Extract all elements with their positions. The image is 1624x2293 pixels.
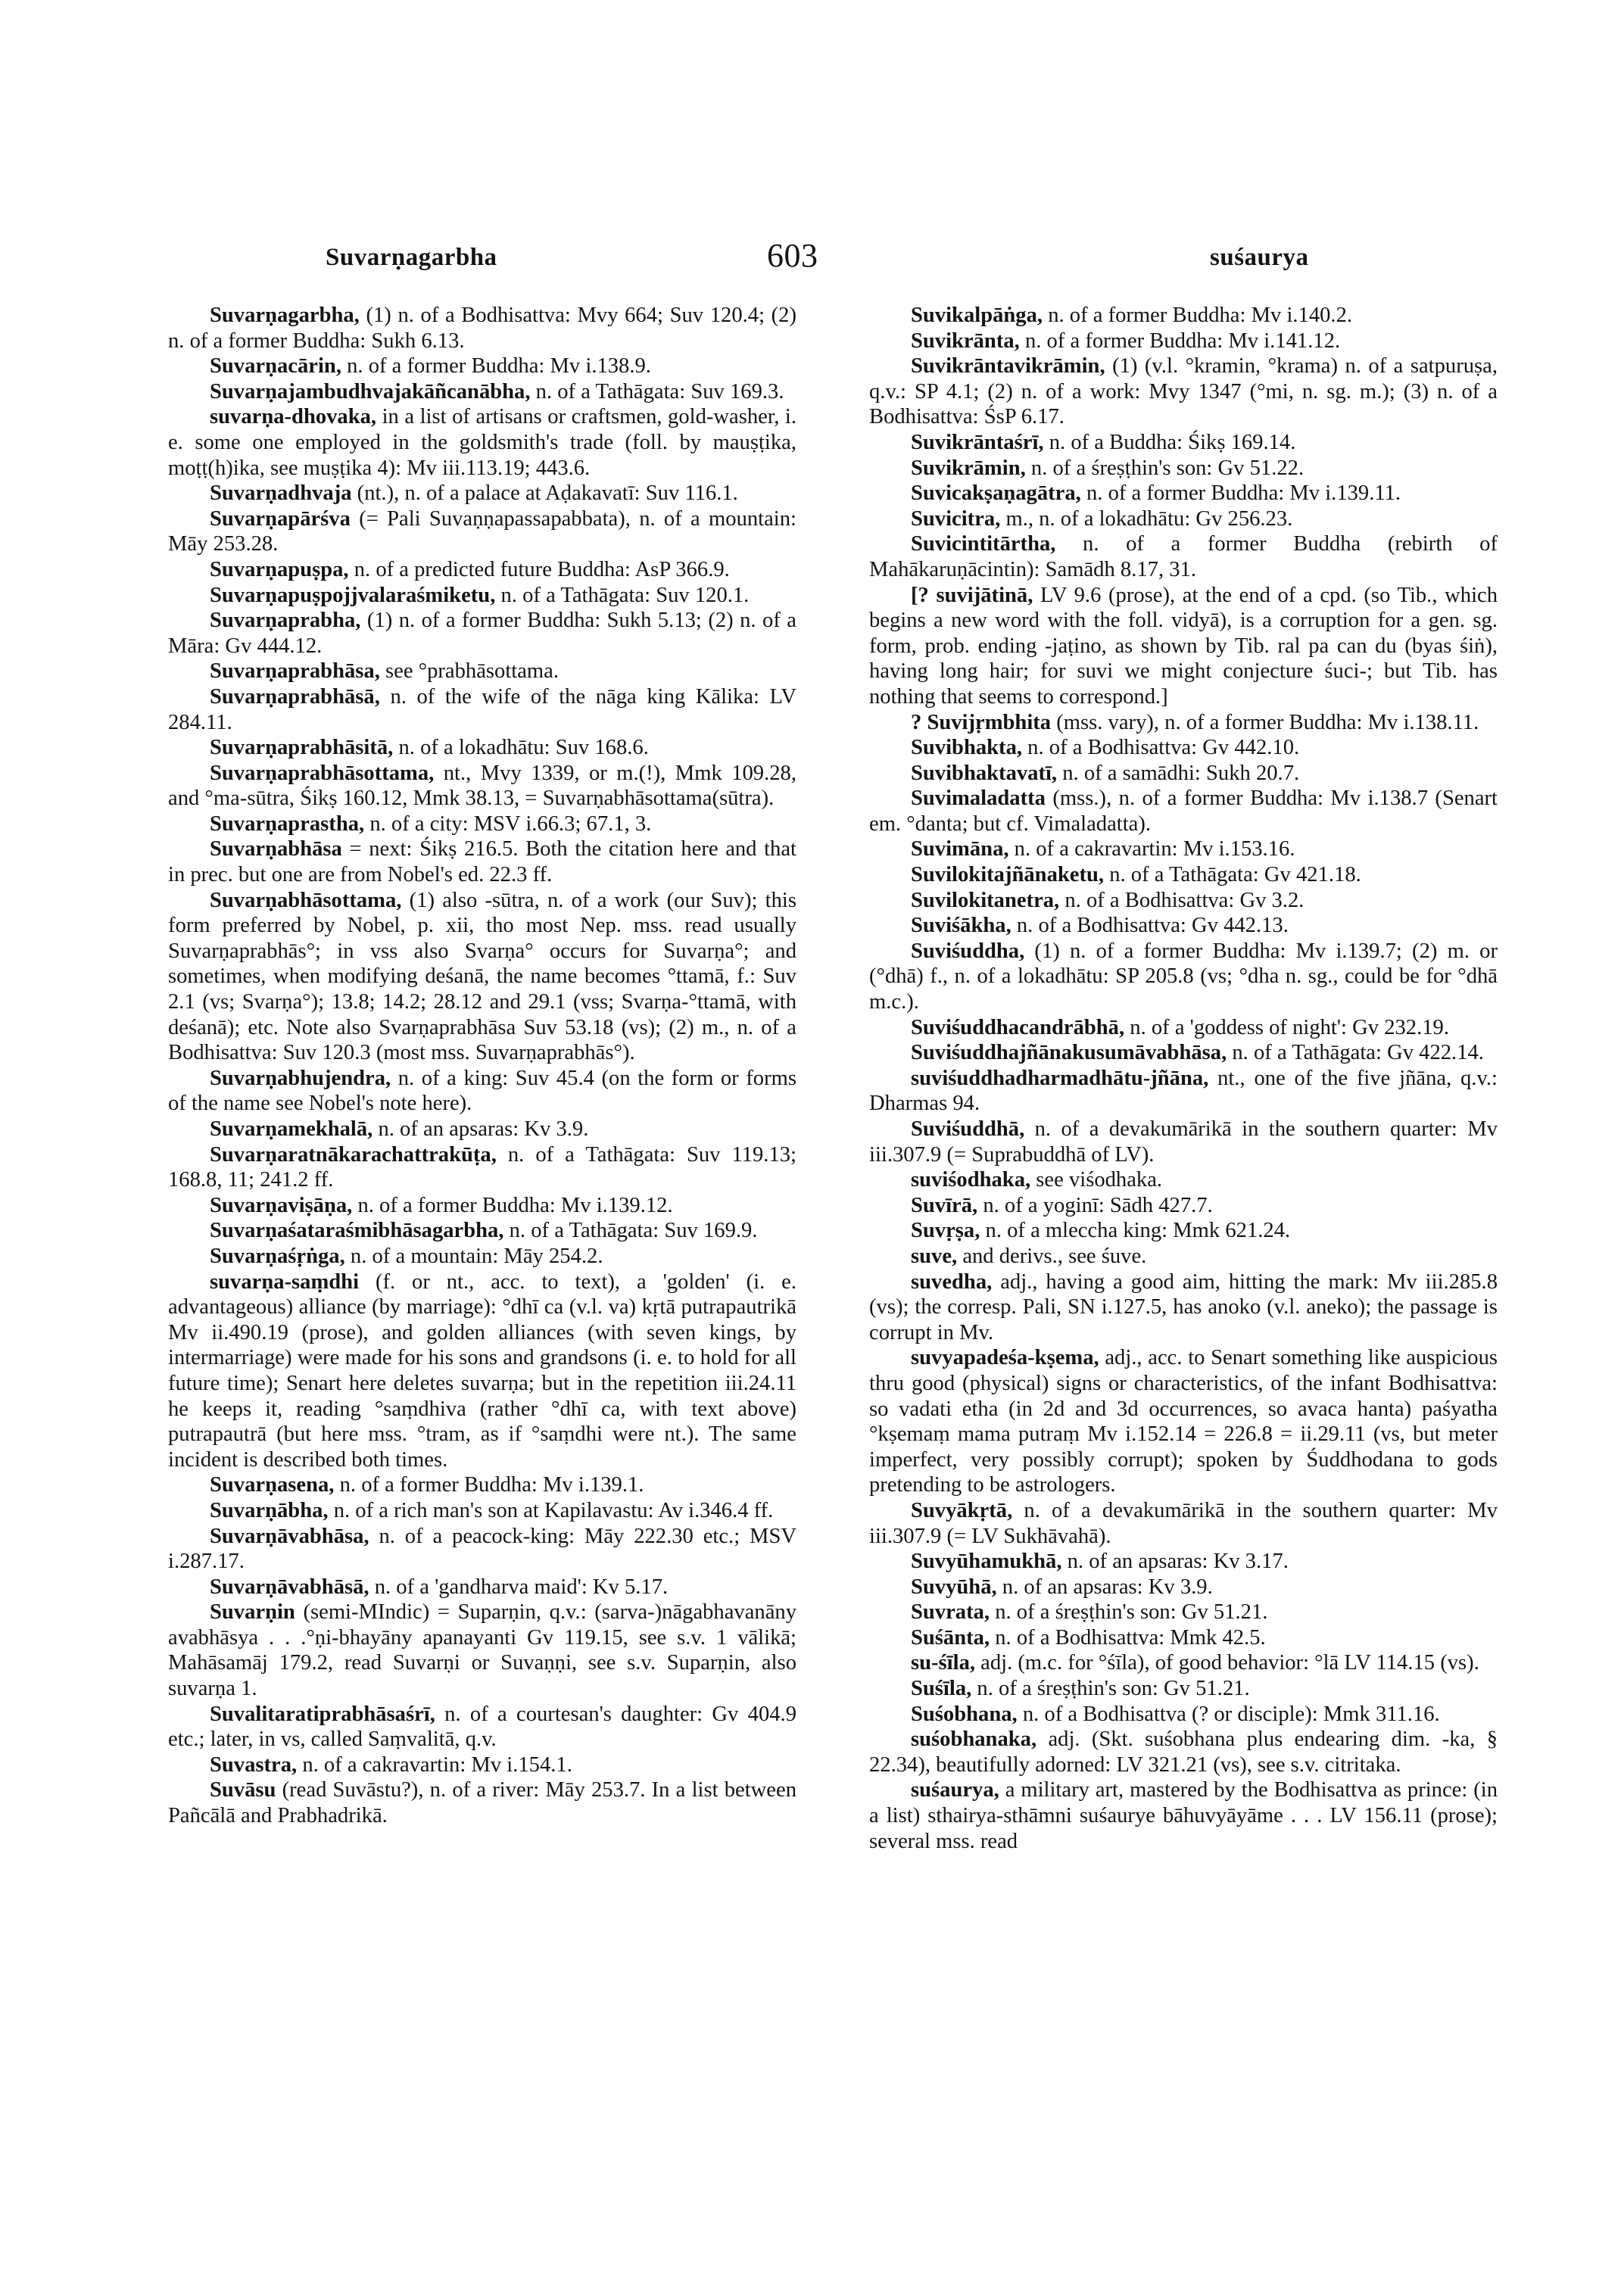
entry-headword: Suvarṇaprabhāsā, [210,684,380,709]
entry-definition: a military art, mastered by the Bodhisattva as prince: (in a list) sthairya-sthāmni suśaurye bāhuvyāyāme . . . LV 156.11 (prose); several mss. read [869,1778,1498,1853]
entry-definition: n. of a devakumārikā in the southern quarter: Mv iii.307.9 (= Suprabuddhā of LV). [869,1117,1498,1167]
entry-headword: Suvarṇabhāsa [210,837,342,861]
entry-definition: n. of a peacock-king: Māy 222.30 etc.; MSV i.287.17. [168,1524,796,1574]
entry-headword: Suvastra, [210,1752,298,1777]
dictionary-entry [168,481,796,506]
entry-definition: n. of a Tathāgata: Suv 169.3. [530,379,784,403]
entry-definition: = next: Śikṣ 216.5. Both the citation here and that in prec. but one are from Nobel's ed. 22.3 ff. [168,837,796,887]
entry-definition: n. of a former Buddha: Mv i.138.9. [341,354,651,379]
entry-definition: (= Pali Suvaṇṇapassapabbata), n. of a mountain: Māy 253.28. [168,506,796,556]
entry-definition: n. of a Tathāgata: Suv 119.13; 168.8, 11; 241.2 ff. [168,1142,796,1192]
entry-headword: Suvalitaratiprabhāsaśrī, [210,1702,435,1726]
entry-definition: (f. or nt., acc. to text), a 'golden' (i. e. advantageous) alliance (by marriage): °dhī ca (v.l. va) kṛtā putrapautrikā Mv ii.490.19 (prose), and golden alliances (with seven kings, by intermarriage) were made for his sons and grandsons (i. e. to hold for all future time); Senart here deletes suvarṇa; but in the repetition iii.24.11 he keeps it, reading °saṃdhiva (rather °dhī ca, with text above) putrapautrā (but here mss. °tram, as if °saṃdhi were nt.). The same incident is described both times. [168,1270,796,1472]
dictionary-entry [869,1218,1498,1244]
dictionary-entry [168,1752,796,1778]
entry-definition: (semi-MIndic) = Suparṇin, q.v.: (sarva-)nāgabhavanāny avabhāsya . . .°ṇi-bhayāny apanayanti Gv 119.15, see s.v. 1 vālikā; Mahāsamāj 179.2, read Suvarṇi or Suvaṇṇi, see s.v. Suparṇin, also suvarṇa 1. [168,1600,796,1701]
dictionary-entry [869,329,1498,354]
entry-definition: adj., having a good aim, hitting the mark: Mv iii.285.8 (vs); the corresp. Pali, SN i.127.5, has anoko (v.l. aneko); the passage is corrupt in Mv. [869,1270,1498,1344]
entry-headword: Suvimāna, [911,837,1009,861]
entry-headword: Suvarṇajambudhvajakāñcanābha, [210,379,531,403]
entry-headword: Suvarṇāvabhāsā, [210,1575,369,1599]
dictionary-entry [168,1777,796,1828]
dictionary-entry [869,1702,1498,1728]
dictionary-entry [168,1524,796,1575]
entry-headword: Suvarṇabhāsottama, [210,888,402,912]
page-number: 603 [767,237,818,274]
dictionary-entry [869,506,1498,532]
dictionary-entry [168,1066,796,1117]
entry-headword: Suvarṇacārin, [210,354,341,379]
entry-headword: Suśobhana, [911,1702,1018,1726]
entry-headword: suvarṇa-saṃdhi [210,1270,360,1294]
entry-headword: Suvāsu [210,1778,276,1802]
entry-headword: Suvarṇaprabhāsottama, [210,761,435,785]
dictionary-entry [869,939,1498,1015]
entry-headword: suvarṇa-dhovaka, [210,405,377,429]
entry-headword: Suvarṇaśṛṅga, [210,1244,345,1268]
dictionary-entry [869,1167,1498,1193]
dictionary-entry [869,354,1498,430]
left-column [168,303,796,1829]
entry-definition: (1) also -sūtra, n. of a work (our Suv); this form preferred by Nobel, p. xii, tho most Nep. mss. read usually Suvarṇaprabhās°; in vss also Svarṇa° occurs for Suvarṇa°; and sometimes, when modifying deśanā, the name becomes °ttamā, f.: Suv 2.1 (vs; Svarṇa°); 13.8; 14.2; 28.12 and 29.1 (vss; Svarṇa-°ttamā, with deśanā); etc. Note also Svarṇaprabhāsa Suv 53.18 (vs); (2) m., n. of a Bodhisattva: Suv 120.3 (most mss. Suvarṇaprabhās°). [168,888,796,1065]
entry-headword: suve, [911,1244,958,1268]
entry-headword: Suvarṇaprabhāsa, [210,659,380,684]
entry-definition: n. of a predicted future Buddha: AsP 366.9. [348,557,730,581]
dictionary-entry [168,684,796,735]
dictionary-entry [869,862,1498,888]
dictionary-entry [168,354,796,379]
entry-headword: Suvarṇapuṣpojjvalaraśmiketu, [210,583,496,607]
dictionary-entry [168,1270,796,1473]
entry-definition: n. of a devakumārikā in the southern quarter: Mv iii.307.9 (= LV Sukhāvahā). [869,1498,1498,1548]
entry-definition: (1) n. of a Bodhisattva: Mvy 664; Suv 120.4; (2) n. of a former Buddha: Sukh 6.13. [168,304,796,353]
dictionary-entry [869,735,1498,761]
entry-headword: Suviśuddha, [911,939,1025,963]
entry-headword: Suvarṇaviṣāṇa, [210,1193,353,1217]
entry-definition: n. of a former Buddha (rebirth of Mahākaruṇācintin): Samādh 8.17, 31. [869,532,1498,581]
dictionary-entry [869,1066,1498,1117]
dictionary-entry [168,837,796,887]
dictionary-entry [869,1650,1498,1676]
entry-headword: Suvarṇaprabha, [210,609,361,633]
dictionary-entry [168,1193,796,1219]
entry-definition: n. of a mountain: Māy 254.2. [344,1244,603,1268]
entry-headword: ? Suvijṛmbhita [911,710,1052,734]
entry-headword: Suvrata, [911,1600,990,1625]
entry-headword: Suvyūhamukhā, [911,1550,1062,1574]
dictionary-entry [869,1244,1498,1270]
entry-headword: Suviśuddhajñānakusumāvabhāsa, [911,1041,1227,1065]
entry-headword: Suvarṇāvabhāsa, [210,1524,369,1548]
entry-headword: Suvikalpāṅga, [911,304,1043,327]
entry-headword: Suvarṇasena, [210,1473,335,1497]
dictionary-entry [168,404,796,481]
dictionary-entry [168,812,796,837]
entry-headword: Suvicakṣaṇagātra, [911,481,1081,506]
entry-definition: n. of a Tathāgata: Suv 169.9. [503,1219,758,1243]
entry-definition: n. of a 'gandharva maid': Kv 5.17. [369,1575,669,1599]
dictionary-entry [869,303,1498,329]
entry-definition: n. of a samādhi: Sukh 20.7. [1057,761,1300,785]
entry-headword: Suvarṇaprabhāsitā, [210,736,394,760]
entry-definition: n. of a śreṣṭhin's son: Gv 51.22. [1025,456,1304,480]
entry-definition: n. of a former Buddha: Mv i.139.1. [334,1473,644,1497]
dictionary-entry [869,481,1498,506]
dictionary-entry [168,1702,796,1752]
dictionary-entry [869,1676,1498,1702]
entry-definition: (nt.), n. of a palace at Aḍakavatī: Suv 116.1. [351,481,738,506]
dictionary-entry [168,583,796,609]
dictionary-entry [869,1117,1498,1167]
entry-definition: in a list of artisans or craftsmen, gold-washer, i. e. some one employed in the goldsmith's trade (foll. by mauṣṭika, moṭṭ(h)ika, see muṣṭika 4): Mv iii.113.19; 443.6. [168,405,796,480]
entry-headword: Suvarṇin [210,1600,295,1625]
entry-definition: adj. (Skt. suśobhana plus endearing dim. -ka, § 22.34), beautifully adorned: LV 321.21 (vs), see s.v. citritaka. [869,1728,1498,1777]
entry-definition: (mss.), n. of a former Buddha: Mv i.138.7 (Senart em. °danta; but cf. Vimaladatta). [869,787,1498,836]
entry-headword: Suvikrāntavikrāmin, [911,354,1105,379]
dictionary-entry [168,888,796,1066]
entry-definition: n. of an apsaras: Kv 3.9. [372,1117,589,1141]
entry-definition: n. of a former Buddha: Mv i.140.2. [1043,304,1353,327]
entry-definition: n. of a Bodhisattva (? or disciple): Mmk 311.16. [1017,1702,1440,1726]
dictionary-entry [869,1345,1498,1498]
entry-headword: suvedha, [911,1270,993,1294]
dictionary-entry [168,1142,796,1193]
entry-headword: Suśānta, [911,1625,990,1650]
dictionary-entry [168,1575,796,1600]
entry-definition: n. of a cakravartin: Mv i.153.16. [1008,837,1295,861]
entry-headword: suviśuddhadharmadhātu-jñāna, [911,1066,1209,1090]
dictionary-entry [869,913,1498,939]
entry-headword: Suvyūhā, [911,1575,997,1599]
dictionary-entry [168,303,796,354]
entry-definition: m., n. of a lokadhātu: Gv 256.23. [1000,506,1293,531]
entry-headword: Suvikrānta, [911,329,1020,353]
entry-definition: n. of a courtesan's daughter: Gv 404.9 etc.; later, in vs, called Saṃvalitā, q.v. [168,1702,796,1752]
entry-definition: LV 9.6 (prose), at the end of a cpd. (so Tib., which begins a new word with the foll. vidyā), is a corruption for a gen. sg. form, prob. ending -jaṭino, as shown by Tib. ral pa can du (byas śiṅ), having long hair; for suvi we might conjecture śuci-; but Tib. has nothing that seems to correspond.] [869,583,1498,709]
entry-headword: Suvarṇaratnākarachattrakūṭa, [210,1142,497,1167]
dictionary-entry [168,557,796,583]
entry-definition: n. of a śreṣṭhin's son: Gv 51.21. [990,1600,1268,1625]
entry-headword: suvyapadeśa-kṣema, [911,1346,1099,1370]
dictionary-entry [168,506,796,557]
entry-headword: Suśīla, [911,1677,972,1701]
dictionary-entry [869,1015,1498,1041]
entry-headword: Suviśuddhacandrābhā, [911,1015,1125,1039]
dictionary-entry [869,1270,1498,1346]
dictionary-entry [168,1117,796,1142]
right-column [869,303,1498,1854]
entry-definition: n. of a Bodhisattva: Mmk 42.5. [990,1625,1266,1650]
entry-headword: suśaurya, [911,1778,999,1802]
entry-headword: Suvilokitanetra, [911,888,1060,912]
entry-headword: Suvarṇaśataraśmibhāsagarbha, [210,1219,504,1243]
entry-definition: (1) n. of a former Buddha: Sukh 5.13; (2) n. of a Māra: Gv 444.12. [168,609,796,658]
entry-definition: adj. (m.c. for °śīla), of good behavior: °lā LV 114.15 (vs). [975,1651,1479,1675]
entry-definition: n. of a mleccha king: Mmk 621.24. [980,1219,1291,1243]
entry-definition: n. of a śreṣṭhin's son: Gv 51.21. [971,1677,1250,1701]
entry-headword: Suvarṇābha, [210,1498,329,1522]
entry-definition: n. of an apsaras: Kv 3.17. [1061,1550,1289,1574]
entry-definition: n. of a former Buddha: Mv i.139.11. [1080,481,1401,506]
entry-definition: n. of a city: MSV i.66.3; 67.1, 3. [364,812,652,836]
dictionary-entry [869,430,1498,456]
entry-headword: suśobhanaka, [911,1728,1037,1752]
entry-definition: n. of a 'goddess of night': Gv 232.19. [1124,1015,1449,1039]
dictionary-entry [168,379,796,405]
dictionary-entry [869,456,1498,481]
entry-definition: n. of a former Buddha: Mv i.141.12. [1019,329,1341,353]
entry-headword: Suviśuddhā, [911,1117,1025,1141]
dictionary-entry [869,1600,1498,1625]
entry-definition: n. of a Bodhisattva: Gv 442.13. [1011,914,1289,938]
entry-definition: (1) (v.l. °kramin, °krama) n. of a satpuruṣa, q.v.: SP 4.1; (2) n. of a work: Mvy 1347 (°mi, n. sg. m.); (3) n. of a Bodhisattva: ŚsP 6.17. [869,354,1498,429]
entry-definition: (mss. vary), n. of a former Buddha: Mv i.138.11. [1051,710,1479,734]
entry-definition: adj., acc. to Senart something like auspicious thru good (physical) signs or characteristics, of the infant Bodhisattva: so vadati etha (in 2d and 3d occurrences, so avaca hanta) paśyatha °kṣemaṃ mama putraṃ Mv i.152.14 = 226.8 = ii.29.11 (vs, but meter imperfect, very possibly corrupt); spoken by Śuddhodana to gods pretending to be astrologers. [869,1346,1498,1497]
entry-headword: suviśodhaka, [911,1168,1031,1192]
entry-definition: n. of a rich man's son at Kapilavastu: Av i.346.4 ff. [328,1498,774,1522]
dictionary-entry [168,1498,796,1524]
entry-definition: n. of a Tathāgata: Gv 421.18. [1104,863,1361,887]
entry-definition: n. of a Tathāgata: Suv 120.1. [495,583,750,607]
entry-headword: Suvikrāmin, [911,456,1026,480]
entry-definition: see °prabhāsottama. [379,659,559,684]
entry-headword: Suvīrā, [911,1193,978,1217]
entry-headword: Suvibhaktavatī, [911,761,1058,785]
dictionary-entry [869,1498,1498,1549]
dictionary-entry [168,1472,796,1498]
entry-headword: Suvarṇaprastha, [210,812,365,836]
entry-definition: n. of a Bodhisattva: Gv 3.2. [1059,888,1304,912]
entry-headword: Suvilokitajñānaketu, [911,863,1105,887]
dictionary-entry [869,531,1498,582]
entry-headword: Suvibhakta, [911,736,1023,760]
running-head-left: Suvarṇagarbha [326,244,497,271]
entry-headword: Suvicintitārtha, [911,532,1056,556]
entry-definition: n. of a king: Suv 45.4 (on the form or forms of the name see Nobel's note here). [168,1066,796,1116]
entry-definition: (1) n. of a former Buddha: Mv i.139.7; (2) m. or (°dhā) f., n. of a lokadhātu: SP 205.8 (vs; °dha n. sg., could be for °dhā m.c.). [869,939,1498,1014]
entry-headword: Suvimaladatta [911,787,1046,811]
entry-headword: Suvarṇapārśva [210,506,351,531]
dictionary-entry [869,583,1498,710]
entry-definition: n. of the wife of the nāga king Kālika: LV 284.11. [168,684,796,734]
entry-definition: n. of a former Buddha: Mv i.139.12. [352,1193,673,1217]
entry-definition: n. of a Buddha: Śikṣ 169.14. [1043,430,1296,454]
entry-definition: nt., Mvy 1339, or m.(!), Mmk 109.28, and °ma-sūtra, Śikṣ 160.12, Mmk 38.13, = Suvarṇabhāsottama(sūtra). [168,761,796,811]
entry-headword: su-śīla, [911,1651,976,1675]
dictionary-entry [869,761,1498,787]
dictionary-entry [869,1549,1498,1575]
entry-definition: n. of a lokadhātu: Suv 168.6. [393,736,649,760]
dictionary-entry [869,1727,1498,1777]
entry-definition: nt., one of the five jñāna, q.v.: Dharmas 94. [869,1066,1498,1116]
entry-headword: [? suvijātinā, [911,583,1033,607]
dictionary-entry [168,1244,796,1270]
dictionary-entry [168,659,796,684]
entry-headword: Suviśākha, [911,914,1011,938]
entry-definition: n. of an apsaras: Kv 3.9. [996,1575,1213,1599]
entry-definition: n. of a Bodhisattva: Gv 442.10. [1022,736,1300,760]
entry-definition: (read Suvāstu?), n. of a river: Māy 253.7. In a list between Pañcālā and Prabhadrikā. [168,1778,796,1828]
entry-headword: Suvarṇapuṣpa, [210,557,349,581]
entry-definition: see viśodhaka. [1030,1168,1163,1192]
dictionary-entry [869,1575,1498,1600]
dictionary-entry [168,761,796,812]
dictionary-entry [168,1600,796,1701]
dictionary-entry [869,1193,1498,1219]
dictionary-entry [869,710,1498,736]
entry-definition: n. of a Tathāgata: Gv 422.14. [1227,1041,1484,1065]
dictionary-entry [869,786,1498,837]
dictionary-entry [869,888,1498,914]
dictionary-entry [869,1625,1498,1651]
dictionary-entry [869,837,1498,862]
entry-headword: Suvarṇamekhalā, [210,1117,373,1141]
entry-headword: Suvikrāntaśrī, [911,430,1044,454]
dictionary-entry [869,1040,1498,1066]
dictionary-entry [168,608,796,659]
entry-headword: Suvicitra, [911,506,1001,531]
entry-definition: n. of a yoginī: Sādh 427.7. [977,1193,1213,1217]
entry-headword: Suvarṇadhvaja [210,481,352,506]
entry-definition: and derivs., see śuve. [957,1244,1147,1268]
entry-headword: Suvarṇabhujendra, [210,1066,391,1090]
entry-headword: Suvarṇagarbha, [210,304,360,327]
entry-headword: Suvṛṣa, [911,1219,980,1243]
running-head-right: suśaurya [1210,244,1309,271]
entry-definition: n. of a cakravartin: Mv i.154.1. [297,1752,572,1777]
entry-headword: Suvyākṛtā, [911,1498,1013,1522]
dictionary-entry [168,1218,796,1244]
dictionary-entry [869,1777,1498,1854]
dictionary-entry [168,735,796,761]
